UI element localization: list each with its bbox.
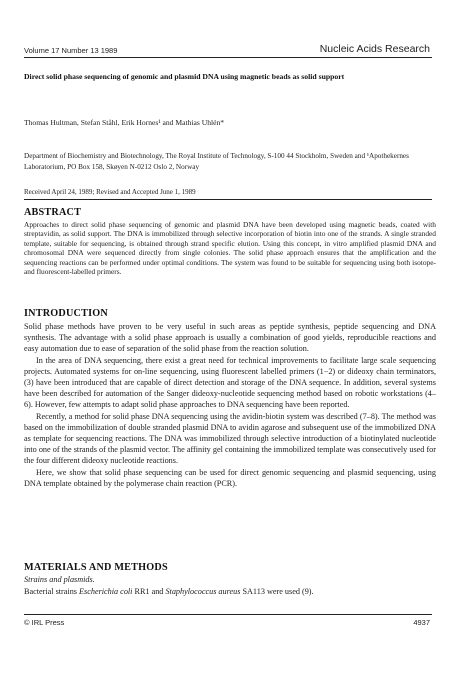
species-name: Escherichia coli — [79, 587, 133, 596]
abstract-heading: ABSTRACT — [24, 207, 82, 218]
methods-text-part: Bacterial strains — [24, 587, 80, 596]
introduction-body — [24, 321, 436, 489]
volume-info: Volume 17 Number 13 1989 — [24, 46, 118, 55]
methods-text-part: SA113 were used (9). — [240, 587, 314, 596]
received-dates: Received April 24, 1989; Revised and Accepted June 1, 1989 — [24, 188, 196, 196]
publisher-notice: © IRL Press — [24, 618, 65, 627]
methods-text-part: RR1 and — [132, 587, 166, 596]
affiliation: Department of Biochemistry and Biotechnology, The Royal Institute of Technology, S-100 44 Stockholm, Sweden and ¹Apothekernes Laboratorium, PO Box 158, Skøyen N-0212 Oslo 2, Norway — [24, 152, 409, 171]
intro-paragraph: Here, we show that solid phase sequencing can be used for direct genomic sequencing and plasmid sequencing, using DNA template obtained by the polymerase chain reaction (PCR). — [24, 467, 436, 488]
intro-paragraph: Solid phase methods have proven to be very useful in such areas as peptide synthesis, peptide sequencing and DNA synthesis. The advantage with a solid phase approach is usually a combination of good yields, reproducible reactions and easy automation due to ease of separation of the solid phase from the reaction solution. — [24, 322, 436, 354]
methods-subheading: Strains and plasmids. — [24, 575, 95, 584]
footer-rule — [24, 614, 432, 615]
species-name: Staphylococcus aureus — [165, 587, 241, 596]
article-title: Direct solid phase sequencing of genomic and plasmid DNA using magnetic beads as solid support — [24, 72, 345, 81]
methods-text — [24, 587, 436, 596]
methods-heading: MATERIALS AND METHODS — [24, 562, 168, 573]
introduction-heading: INTRODUCTION — [24, 308, 108, 319]
journal-name: Nucleic Acids Research — [319, 43, 430, 55]
received-rule — [24, 199, 432, 200]
author-list: Thomas Hultman, Stefan Ståhl, Erik Hornes¹ and Mathias Uhlén* — [24, 118, 225, 127]
page-number: 4937 — [413, 618, 430, 627]
intro-paragraph: In the area of DNA sequencing, there exist a great need for technical improvements to facilitate large scale sequencing projects. Automated systems for on-line sequencing, using fluorescent labelled primers (1−2) or dideoxy chain terminators, (3) have been introduced that are capable of direct detection and storage of the DNA sequence. In addition, several systems have been described for automation of the Sanger dideoxy-nucleotide sequencing method based on robotic workstations (4–6). However, few attempts to adapt solid phase approaches to DNA sequencing have been reported. — [24, 355, 436, 410]
header-rule — [24, 57, 432, 58]
intro-paragraph: Recently, a method for solid phase DNA sequencing using the avidin-biotin system was described (7–8). The method was based on the immobilization of double stranded plasmid DNA to avidin agarose and subsequent use of the immobilized DNA as template for sequencing reactions. The DNA was immobilized through selective introduction of a biotinylated nucleotide into one of the strands of the plasmid vector. The affinity gel containing the immobilized template was consecutively used for the four different dideoxy nucleotide reactions. — [24, 411, 436, 466]
abstract-text: Approaches to direct solid phase sequencing of genomic and plasmid DNA have been developed using magnetic beads, coated with streptavidin, as solid support. The DNA is immobilized through selective incorporation of biotin into one of the strands. A single stranded template, suitable for sequencing, is obtained through strand specific elution. Using this concept, in vitro amplified plasmid DNA and chromosomal DNA were sequenced directly from single colonies. The solid phase approach ensures that the amplification and the sequencing reactions can be performed under optimal conditions. The system was found to be suitable for sequencing using both isotope- and fluorescent-labelled primers. — [24, 220, 436, 277]
